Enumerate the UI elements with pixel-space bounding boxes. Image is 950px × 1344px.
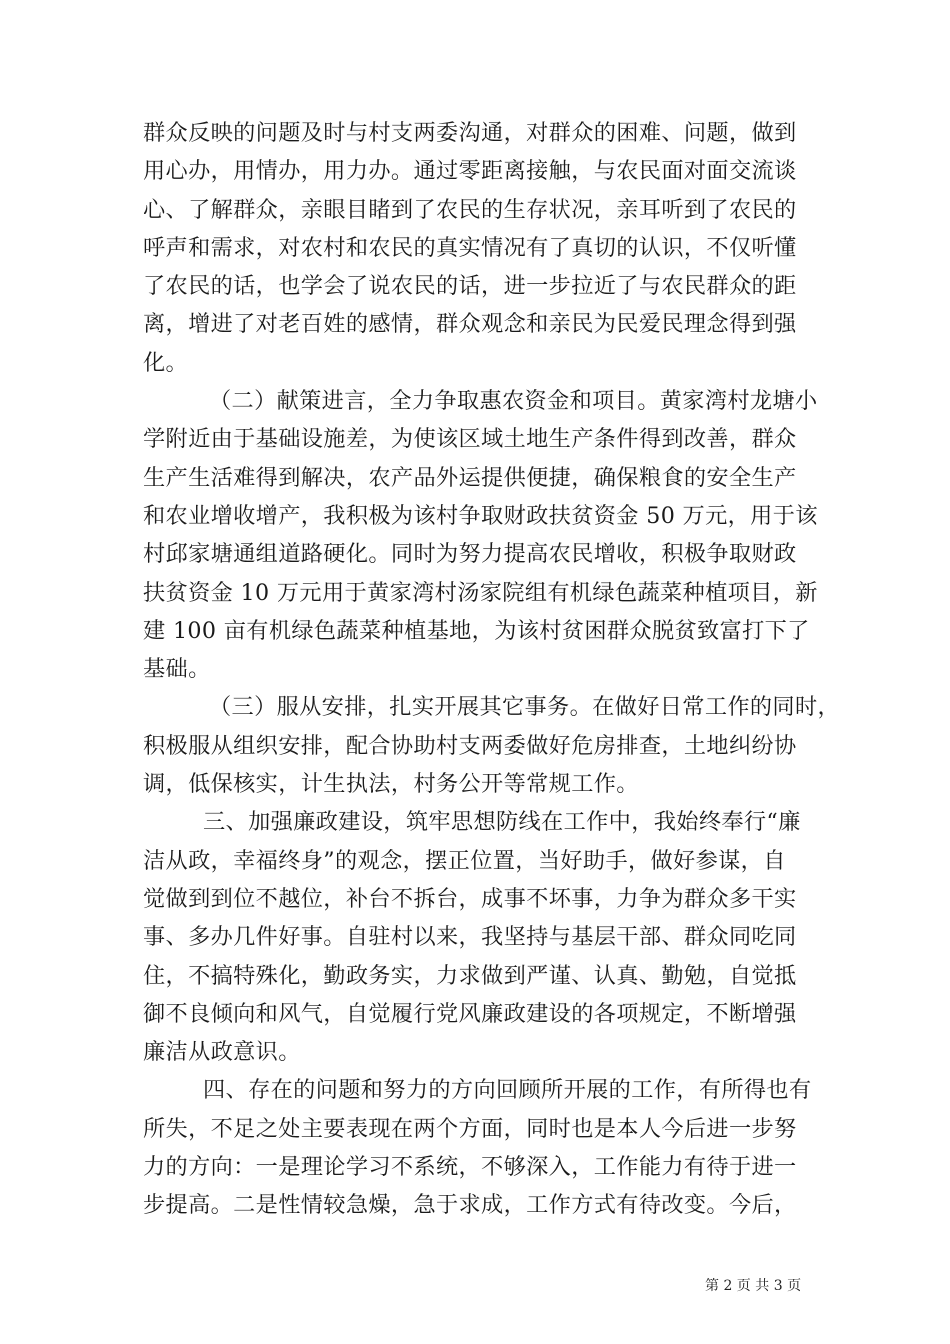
- paragraph-problems: [143, 1071, 811, 1224]
- text-line: 御不良倾向和风气，自觉履行党风廉政建设的各项规定，不断增强: [143, 1000, 797, 1027]
- text-line: 用心办，用情办，用力办。通过零距离接触，与农民面对面交流谈: [143, 158, 797, 185]
- body-text: [143, 114, 841, 1225]
- text-line: 和农业增收增产，我积极为该村争取财政扶贫资金 50 万元，用于该: [143, 502, 818, 529]
- text-line: 觉做到到位不越位，补台不拆台，成事不坏事，力争为群众多干实: [143, 885, 797, 912]
- text-line: 力的方向：一是理论学习不系统，不够深入，工作能力有待于进一: [143, 1154, 797, 1181]
- text-line: （三）服从安排，扎实开展其它事务。在做好日常工作的同时，: [209, 694, 841, 721]
- text-line: 事、多办几件好事。自驻村以来，我坚持与基层干部、群众同吃同: [143, 924, 797, 951]
- paragraph-funding: [143, 382, 818, 688]
- paragraph-other-affairs: [143, 688, 841, 803]
- text-line: 化。: [143, 349, 189, 376]
- text-line: 离，增进了对老百姓的感情，群众观念和亲民为民爱民理念得到强: [143, 311, 797, 338]
- text-line: 基础。: [143, 656, 211, 683]
- text-line: 住，不搞特殊化，勤政务实，力求做到严谨、认真、勤勉，自觉抵: [143, 962, 797, 989]
- text-line: 扶贫资金 10 万元用于黄家湾村汤家院组有机绿色蔬菜种植项目，新: [143, 579, 818, 606]
- paragraph-integrity: [143, 803, 811, 1071]
- text-line: 积极服从组织安排，配合协助村支两委做好危房排查，土地纠纷协: [143, 732, 797, 759]
- text-line: 学附近由于基础设施差，为使该区域土地生产条件得到改善，群众: [143, 426, 797, 453]
- text-line: 群众反映的问题及时与村支两委沟通，对群众的困难、问题，做到: [143, 120, 797, 146]
- text-line: 村邱家塘通组道路硬化。同时为努力提高农民增收，积极争取财政: [143, 541, 797, 568]
- text-line: 四、存在的问题和努力的方向回顾所开展的工作，有所得也有: [203, 1077, 812, 1104]
- page-number-footer: 第 2 页 共 3 页: [705, 1278, 802, 1294]
- text-line: 三、加强廉政建设，筑牢思想防线在工作中，我始终奉行“廉: [203, 809, 801, 836]
- text-line: 建 100 亩有机绿色蔬菜种植基地，为该村贫困群众脱贫致富打下了: [143, 617, 810, 644]
- text-line: 生产生活难得到解决，农产品外运提供便捷，确保粮食的安全生产: [143, 464, 797, 491]
- text-line: （二）献策进言，全力争取惠农资金和项目。黄家湾村龙塘小: [209, 388, 818, 415]
- text-line: 了农民的话，也学会了说农民的话，进一步拉近了与农民群众的距: [143, 273, 797, 300]
- text-line: 步提高。二是性情较急燥，急于求成，工作方式有待改变。今后，: [143, 1192, 797, 1219]
- text-line: 心、了解群众，亲眼目睹到了农民的生存状况，亲耳听到了农民的: [143, 196, 797, 223]
- paragraph-continuation: [143, 114, 811, 382]
- text-line: 所失，不足之处主要表现在两个方面，同时也是本人今后进一步努: [143, 1115, 797, 1142]
- text-line: 呼声和需求，对农村和农民的真实情况有了真切的认识，不仅听懂: [143, 234, 797, 261]
- text-line: 洁从政，幸福终身”的观念，摆正位置，当好助手，做好参谋，自: [143, 847, 786, 874]
- text-line: 调，低保核实，计生执法，村务公开等常规工作。: [143, 771, 639, 798]
- text-line: 廉洁从政意识。: [143, 1039, 301, 1066]
